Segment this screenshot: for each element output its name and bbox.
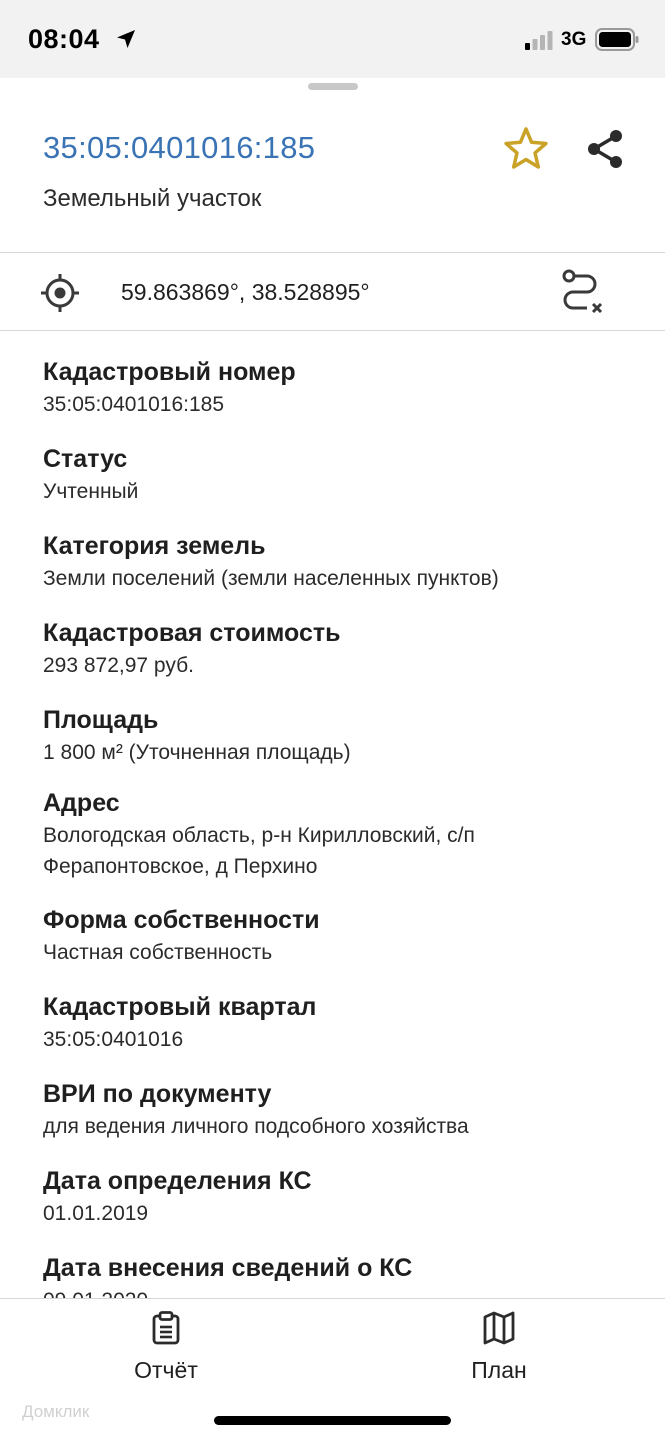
field-value: Земли поселений (земли населенных пунктов)	[43, 567, 499, 590]
field-value[interactable]: 35:05:0401016	[43, 1028, 184, 1051]
field-label: Адрес	[43, 789, 120, 817]
object-type: Земельный участок	[43, 185, 262, 212]
share-icon[interactable]	[583, 127, 627, 171]
page-title: 35:05:0401016:185	[43, 130, 316, 165]
field-value: 01.01.2019	[43, 1202, 149, 1225]
tab-report[interactable]	[91, 1311, 241, 1391]
clipboard-icon	[150, 1311, 182, 1345]
field-cadastral-quarter	[43, 992, 633, 1055]
field-label: Кадастровый номер	[43, 358, 296, 386]
divider	[0, 252, 665, 253]
field-cadastral-value	[43, 618, 633, 681]
field-ownership-form	[43, 905, 633, 968]
field-label: Площадь	[43, 706, 159, 734]
tab-plan-label: План	[471, 1357, 527, 1383]
field-value: для ведения личного подсобного хозяйства	[43, 1115, 469, 1138]
location-arrow-icon	[114, 27, 138, 51]
watermark: Домклик	[22, 1402, 90, 1421]
field-label: Категория земель	[43, 532, 266, 560]
field-address	[43, 788, 633, 882]
field-label: Дата определения КС	[43, 1167, 312, 1195]
target-icon[interactable]	[40, 273, 80, 313]
home-indicator[interactable]	[214, 1416, 451, 1425]
tab-plan[interactable]	[424, 1311, 574, 1391]
tab-report-label: Отчёт	[134, 1357, 198, 1383]
field-land-category	[43, 531, 633, 594]
star-icon[interactable]	[502, 125, 550, 173]
field-value: Частная собственность	[43, 941, 273, 964]
field-value: Вологодская область, р-н Кирилловский, с/п Ферапонтовское, д Перхино	[43, 824, 475, 878]
battery-icon	[595, 28, 639, 51]
status-bar	[0, 0, 665, 78]
field-value: 293 872,97 руб.	[43, 654, 194, 677]
route-clear-icon[interactable]	[557, 267, 607, 317]
field-value: 1 800 м² (Уточненная площадь)	[43, 741, 351, 764]
field-value: Учтенный	[43, 480, 139, 503]
signal-icon	[525, 30, 553, 50]
divider	[0, 330, 665, 331]
field-cadastral-number	[43, 357, 633, 420]
status-time: 08:04	[28, 24, 100, 54]
field-status	[43, 444, 633, 507]
field-value-determination-date	[43, 1166, 633, 1229]
field-label: Форма собственности	[43, 906, 320, 934]
map-icon	[483, 1311, 515, 1345]
field-value[interactable]: 35:05:0401016:185	[43, 393, 225, 416]
coordinates-text[interactable]: 59.863869°, 38.528895°	[121, 279, 370, 305]
field-label: ВРИ по документу	[43, 1080, 272, 1108]
field-permitted-use	[43, 1079, 633, 1142]
field-label: Статус	[43, 445, 128, 473]
field-label: Кадастровый квартал	[43, 993, 317, 1021]
field-label: Кадастровая стоимость	[43, 619, 341, 647]
field-label: Дата внесения сведений о КС	[43, 1254, 413, 1282]
network-type: 3G	[561, 29, 587, 50]
sheet-grabber[interactable]	[308, 83, 358, 90]
field-area	[43, 705, 633, 768]
